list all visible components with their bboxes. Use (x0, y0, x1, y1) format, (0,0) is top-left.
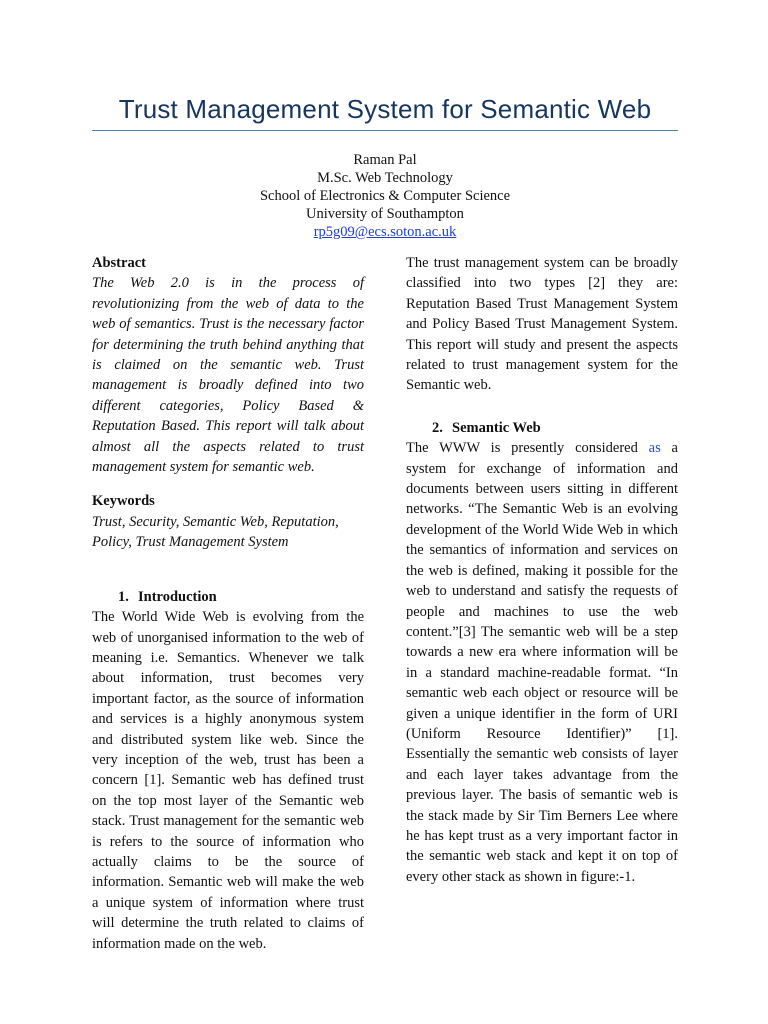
introduction-text: The World Wide Web is evolving from the web of unorganised information to the web of meaning i.e. Semantics. Whenever we talk about information, trust becomes very important factor, as the source of information and services is a highly anonymous system and distributed system like web. Since the very inception of the web, trust has been a concern [1]. Semantic web has defined trust on the top most layer of the Semantic web stack. Trust management for the semantic web is refers to the source of information who actually claims to be the source of information. Semantic web will make the web a unique system of information where trust will determine the truth related to claims of information made on the web. (92, 609, 364, 952)
author-school: School of Electronics & Computer Science (259, 188, 511, 204)
semantic-web-number: 2. (432, 419, 443, 436)
semantic-web-text-as: as (648, 440, 661, 457)
semantic-web-text-start: The WWW is presently considered (406, 440, 649, 457)
introduction-title: Introduction (138, 588, 217, 605)
abstract-text: The Web 2.0 is in the process of revolutionizing from the web of data to the web of semantics. Trust is the necessary factor for determining the truth behind anything that is claimed on the semantic web. Trust management is broadly defined into two different categories, Policy Based & Reputation Based. This report will talk about almost all the aspects related to trust management system for semantic web. (92, 275, 364, 476)
trust-types-paragraph: The trust management system can be broadly classified into two types [2] they are: Reputation Based Trust Management System and Policy Based Trust Management System. This report will study and present the aspects related to trust management system for the Semantic web. (406, 255, 678, 394)
author-block (92, 151, 678, 241)
abstract-heading: Abstract (92, 255, 146, 271)
semantic-web-text (406, 438, 678, 887)
author-email-link[interactable]: rp5g09@ecs.soton.ac.uk (313, 224, 457, 240)
semantic-web-heading (406, 418, 678, 438)
introduction-heading (92, 587, 364, 607)
semantic-web-text-rest: a system for exchange of information and documents between users sitting in different networks. “The Semantic Web is an evolving development of the World Wide Web in which the semantics of information and services on the web is defined, making it possible for the web to understand and satisfy the requests of people and machines to use the web content.”[3] The semantic web will be a step towards a new era where information will be in a standard machine-readable format. “In semantic web each object or resource will be given a unique identifier in the form of URI (Uniform Resource Identifier)” [1]. Essentially the semantic web consists of layer and each layer takes advantage from the previous layer. The basis of semantic web is the stack made by Sir Tim Berners Lee where he has kept trust as a very important factor in the semantic web stack and kept it on top of every other stack as shown in figure:-1. (406, 440, 678, 885)
author-name: Raman Pal (353, 152, 417, 168)
title-underline (92, 130, 678, 131)
keywords-text: Trust, Security, Semantic Web, Reputation, Policy, Trust Management System (92, 513, 339, 551)
paper-title: Trust Management System for Semantic Web (118, 94, 652, 124)
author-degree: M.Sc. Web Technology (317, 170, 453, 186)
left-column (92, 253, 364, 954)
semantic-web-title: Semantic Web (452, 419, 541, 436)
introduction-number: 1. (118, 588, 129, 605)
author-university: University of Southampton (306, 206, 464, 222)
keywords-heading: Keywords (92, 493, 155, 510)
right-column (406, 253, 678, 887)
